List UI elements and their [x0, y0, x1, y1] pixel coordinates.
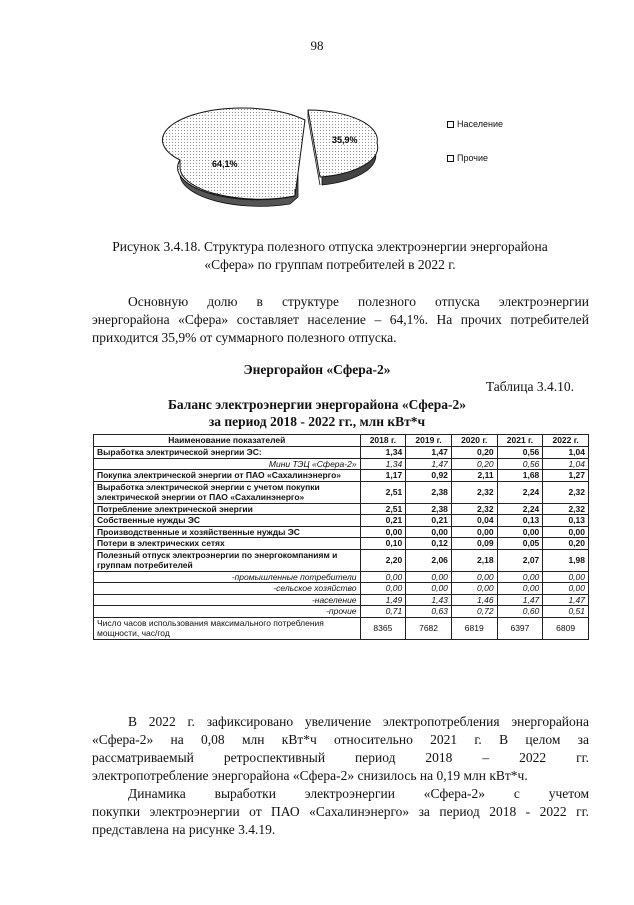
paragraph-line: представлена на рисунке 3.4.19.: [92, 822, 276, 837]
table-cell-value: 1,27: [543, 470, 589, 482]
table-cell-name: Мини ТЭЦ «Сфера-2»: [94, 458, 361, 470]
table-cell-value: 1,98: [543, 549, 589, 571]
table-cell-value: 7682: [406, 617, 452, 639]
table-cell-value: 2,51: [360, 481, 406, 503]
legend-marker-icon: [447, 121, 454, 128]
table-cell-value: 2,32: [543, 481, 589, 503]
table-cell-value: 0,56: [497, 447, 543, 459]
table-cell-value: 1,34: [360, 447, 406, 459]
balance-table: [93, 434, 589, 640]
table-row: [94, 617, 589, 639]
table-cell-name: -сельское хозяйство: [94, 583, 361, 595]
table-cell-value: 0,20: [543, 538, 589, 550]
table-cell-name: Покупка электрической энергии от ПАО «Сахалинэнерго»: [94, 470, 361, 482]
table-cell-value: 2,32: [543, 503, 589, 515]
table-cell-value: 2,24: [497, 481, 543, 503]
table-cell-value: 0,71: [360, 606, 406, 618]
paragraph-dynamics: [92, 785, 589, 839]
table-cell-value: 2,32: [451, 503, 497, 515]
table-cell-value: 0,00: [497, 571, 543, 583]
table-cell-value: 2,06: [406, 549, 452, 571]
table-cell-value: 1,47: [406, 447, 452, 459]
table-cell-value: 0,00: [406, 583, 452, 595]
table-row: [94, 583, 589, 595]
pie-chart: [160, 105, 390, 210]
table-row: [94, 526, 589, 538]
table-cell-value: 0,05: [497, 538, 543, 550]
table-row: [94, 503, 589, 515]
table-cell-name: Собственные нужды ЭС: [94, 515, 361, 527]
table-cell-value: 2,38: [406, 481, 452, 503]
table-row: [94, 538, 589, 550]
legend-marker-icon: [447, 155, 454, 162]
paragraph-line: электропотребление энергорайона «Сфера-2» снизилось на 0,19 млн кВт*ч.: [92, 768, 528, 783]
table-cell-value: 0,13: [497, 515, 543, 527]
table-cell-name: Выработка электрической энергии ЭС:: [94, 447, 361, 459]
table-cell-value: 0,51: [543, 606, 589, 618]
table-cell-value: 0,20: [451, 447, 497, 459]
paragraph-line: Основную долю в структуре полезного отпуска электроэнергии: [128, 294, 589, 309]
table-cell-value: 8365: [360, 617, 406, 639]
table-cell-value: 0,13: [543, 515, 589, 527]
table-cell-value: 1,34: [360, 458, 406, 470]
table-cell-value: 0,00: [543, 571, 589, 583]
paragraph-line: «Сфера-2» на 0,08 млн кВт*ч относительно 2021 г. В целом за: [92, 732, 589, 747]
table-cell-name: Выработка электрической энергии с учетом покупки электрической энергии от ПАО «Сахалинэнерго»: [94, 481, 361, 503]
table-row: [94, 606, 589, 618]
table-row: [94, 571, 589, 583]
table-cell-value: 2,11: [451, 470, 497, 482]
figure-caption-line: Рисунок 3.4.18. Структура полезного отпуска электроэнергии энергорайона: [112, 239, 548, 254]
table-cell-value: 6809: [543, 617, 589, 639]
table-cell-value: 1,47: [497, 594, 543, 606]
legend-label-population: Население: [457, 119, 503, 129]
paragraph-line: В 2022 г. зафиксировано увеличение электропотребления энергорайона: [128, 714, 589, 729]
table-cell-value: 0,00: [360, 526, 406, 538]
table-cell-value: 0,12: [406, 538, 452, 550]
pie-label-others: 35,9%: [332, 135, 358, 145]
table-cell-value: 0,60: [497, 606, 543, 618]
table-cell-value: 0,00: [543, 526, 589, 538]
table-cell-value: 0,21: [406, 515, 452, 527]
table-cell-name: Число часов использования максимального потребления мощности, час/год: [94, 617, 361, 639]
paragraph-line: покупки электроэнергии от ПАО «Сахалинэнерго» за период 2018 - 2022 гг.: [92, 804, 589, 819]
table-cell-value: 2,07: [497, 549, 543, 571]
table-cell-value: 6819: [451, 617, 497, 639]
paragraph-structure: [92, 293, 589, 347]
table-cell-value: 0,00: [497, 583, 543, 595]
table-cell-value: 1,17: [360, 470, 406, 482]
table-cell-name: -население: [94, 594, 361, 606]
table-cell-value: 0,00: [406, 571, 452, 583]
table-cell-name: Производственные и хозяйственные нужды ЭС: [94, 526, 361, 538]
table-title-line: Баланс электроэнергии энергорайона «Сфера-2»: [167, 397, 467, 412]
table-label: Таблица 3.4.10.: [485, 379, 574, 394]
table-row: [94, 481, 589, 503]
pie-label-population: 64,1%: [212, 159, 238, 169]
paragraph-line: рассматриваемый ретроспективный период 2018 – 2022 гг.: [92, 750, 589, 765]
table-cell-value: 0,09: [451, 538, 497, 550]
section-title: Энергорайон «Сфера-2»: [243, 362, 391, 377]
table-cell-name: Полезный отпуск электроэнергии по энергокомпаниям и группам потребителей: [94, 549, 361, 571]
table-header-cell: 2022 г.: [543, 435, 589, 447]
table-cell-value: 0,72: [451, 606, 497, 618]
table-header-cell: 2020 г.: [451, 435, 497, 447]
figure-caption-line: «Сфера» по группам потребителей в 2022 г.: [204, 257, 456, 272]
table-cell-name: Потребление электрической энергии: [94, 503, 361, 515]
table-title-line: за период 2018 - 2022 гг., млн кВт*ч: [208, 414, 426, 429]
table-cell-value: 0,00: [451, 526, 497, 538]
table-cell-value: 0,63: [406, 606, 452, 618]
table-header-cell: Наименование показателей: [94, 435, 361, 447]
table-cell-value: 2,51: [360, 503, 406, 515]
table-cell-value: 0,00: [360, 571, 406, 583]
table-cell-name: Потери в электрических сетях: [94, 538, 361, 550]
table-row: [94, 458, 589, 470]
pie-slice-population: [162, 108, 305, 200]
legend-item-others: [447, 153, 488, 163]
table-cell-value: 0,04: [451, 515, 497, 527]
table-cell-value: 0,21: [360, 515, 406, 527]
table-row: [94, 594, 589, 606]
table-row: [94, 549, 589, 571]
table-cell-value: 0,00: [406, 526, 452, 538]
table-header-cell: 2021 г.: [497, 435, 543, 447]
figure-caption: [95, 238, 565, 274]
table-cell-value: 2,24: [497, 503, 543, 515]
table-cell-value: 0,00: [451, 571, 497, 583]
table-cell-value: 1,04: [543, 458, 589, 470]
table-cell-value: 2,38: [406, 503, 452, 515]
table-cell-value: 0,00: [497, 526, 543, 538]
table-row: [94, 447, 589, 459]
table-header-cell: 2019 г.: [406, 435, 452, 447]
table-cell-value: 2,18: [451, 549, 497, 571]
table-cell-value: 6397: [497, 617, 543, 639]
legend-item-population: [447, 119, 503, 129]
paragraph-line: Динамика выработки электроэнергии «Сфера-2» с учетом: [128, 786, 589, 801]
table-cell-value: 0,00: [360, 583, 406, 595]
table-header-row: [94, 435, 589, 447]
table-cell-value: 0,56: [497, 458, 543, 470]
table-title: [0, 396, 634, 430]
table-cell-value: 1,43: [406, 594, 452, 606]
table-cell-value: 1,47: [406, 458, 452, 470]
table-cell-name: -прочие: [94, 606, 361, 618]
table-cell-value: 1,49: [360, 594, 406, 606]
table-header-cell: 2018 г.: [360, 435, 406, 447]
table-cell-value: 1,68: [497, 470, 543, 482]
paragraph-line: энергорайона «Сфера» составляет население – 64,1%. На прочих потребителей: [92, 312, 589, 327]
table-cell-name: -промышленные потребители: [94, 571, 361, 583]
table-cell-value: 1,47: [543, 594, 589, 606]
table-row: [94, 470, 589, 482]
table-cell-value: 1,46: [451, 594, 497, 606]
table-cell-value: 2,20: [360, 549, 406, 571]
paragraph-consumption: [92, 713, 589, 785]
paragraph-line: приходится 35,9% от суммарного полезного отпуска.: [92, 330, 397, 345]
table-cell-value: 0,92: [406, 470, 452, 482]
table-cell-value: 0,20: [451, 458, 497, 470]
table-cell-value: 2,32: [451, 481, 497, 503]
page-number: 98: [310, 38, 324, 53]
table-cell-value: 0,10: [360, 538, 406, 550]
legend-label-others: Прочие: [457, 153, 489, 163]
table-cell-value: 0,00: [543, 583, 589, 595]
table-row: [94, 515, 589, 527]
table-cell-value: 0,00: [451, 583, 497, 595]
table-cell-value: 1,04: [543, 447, 589, 459]
